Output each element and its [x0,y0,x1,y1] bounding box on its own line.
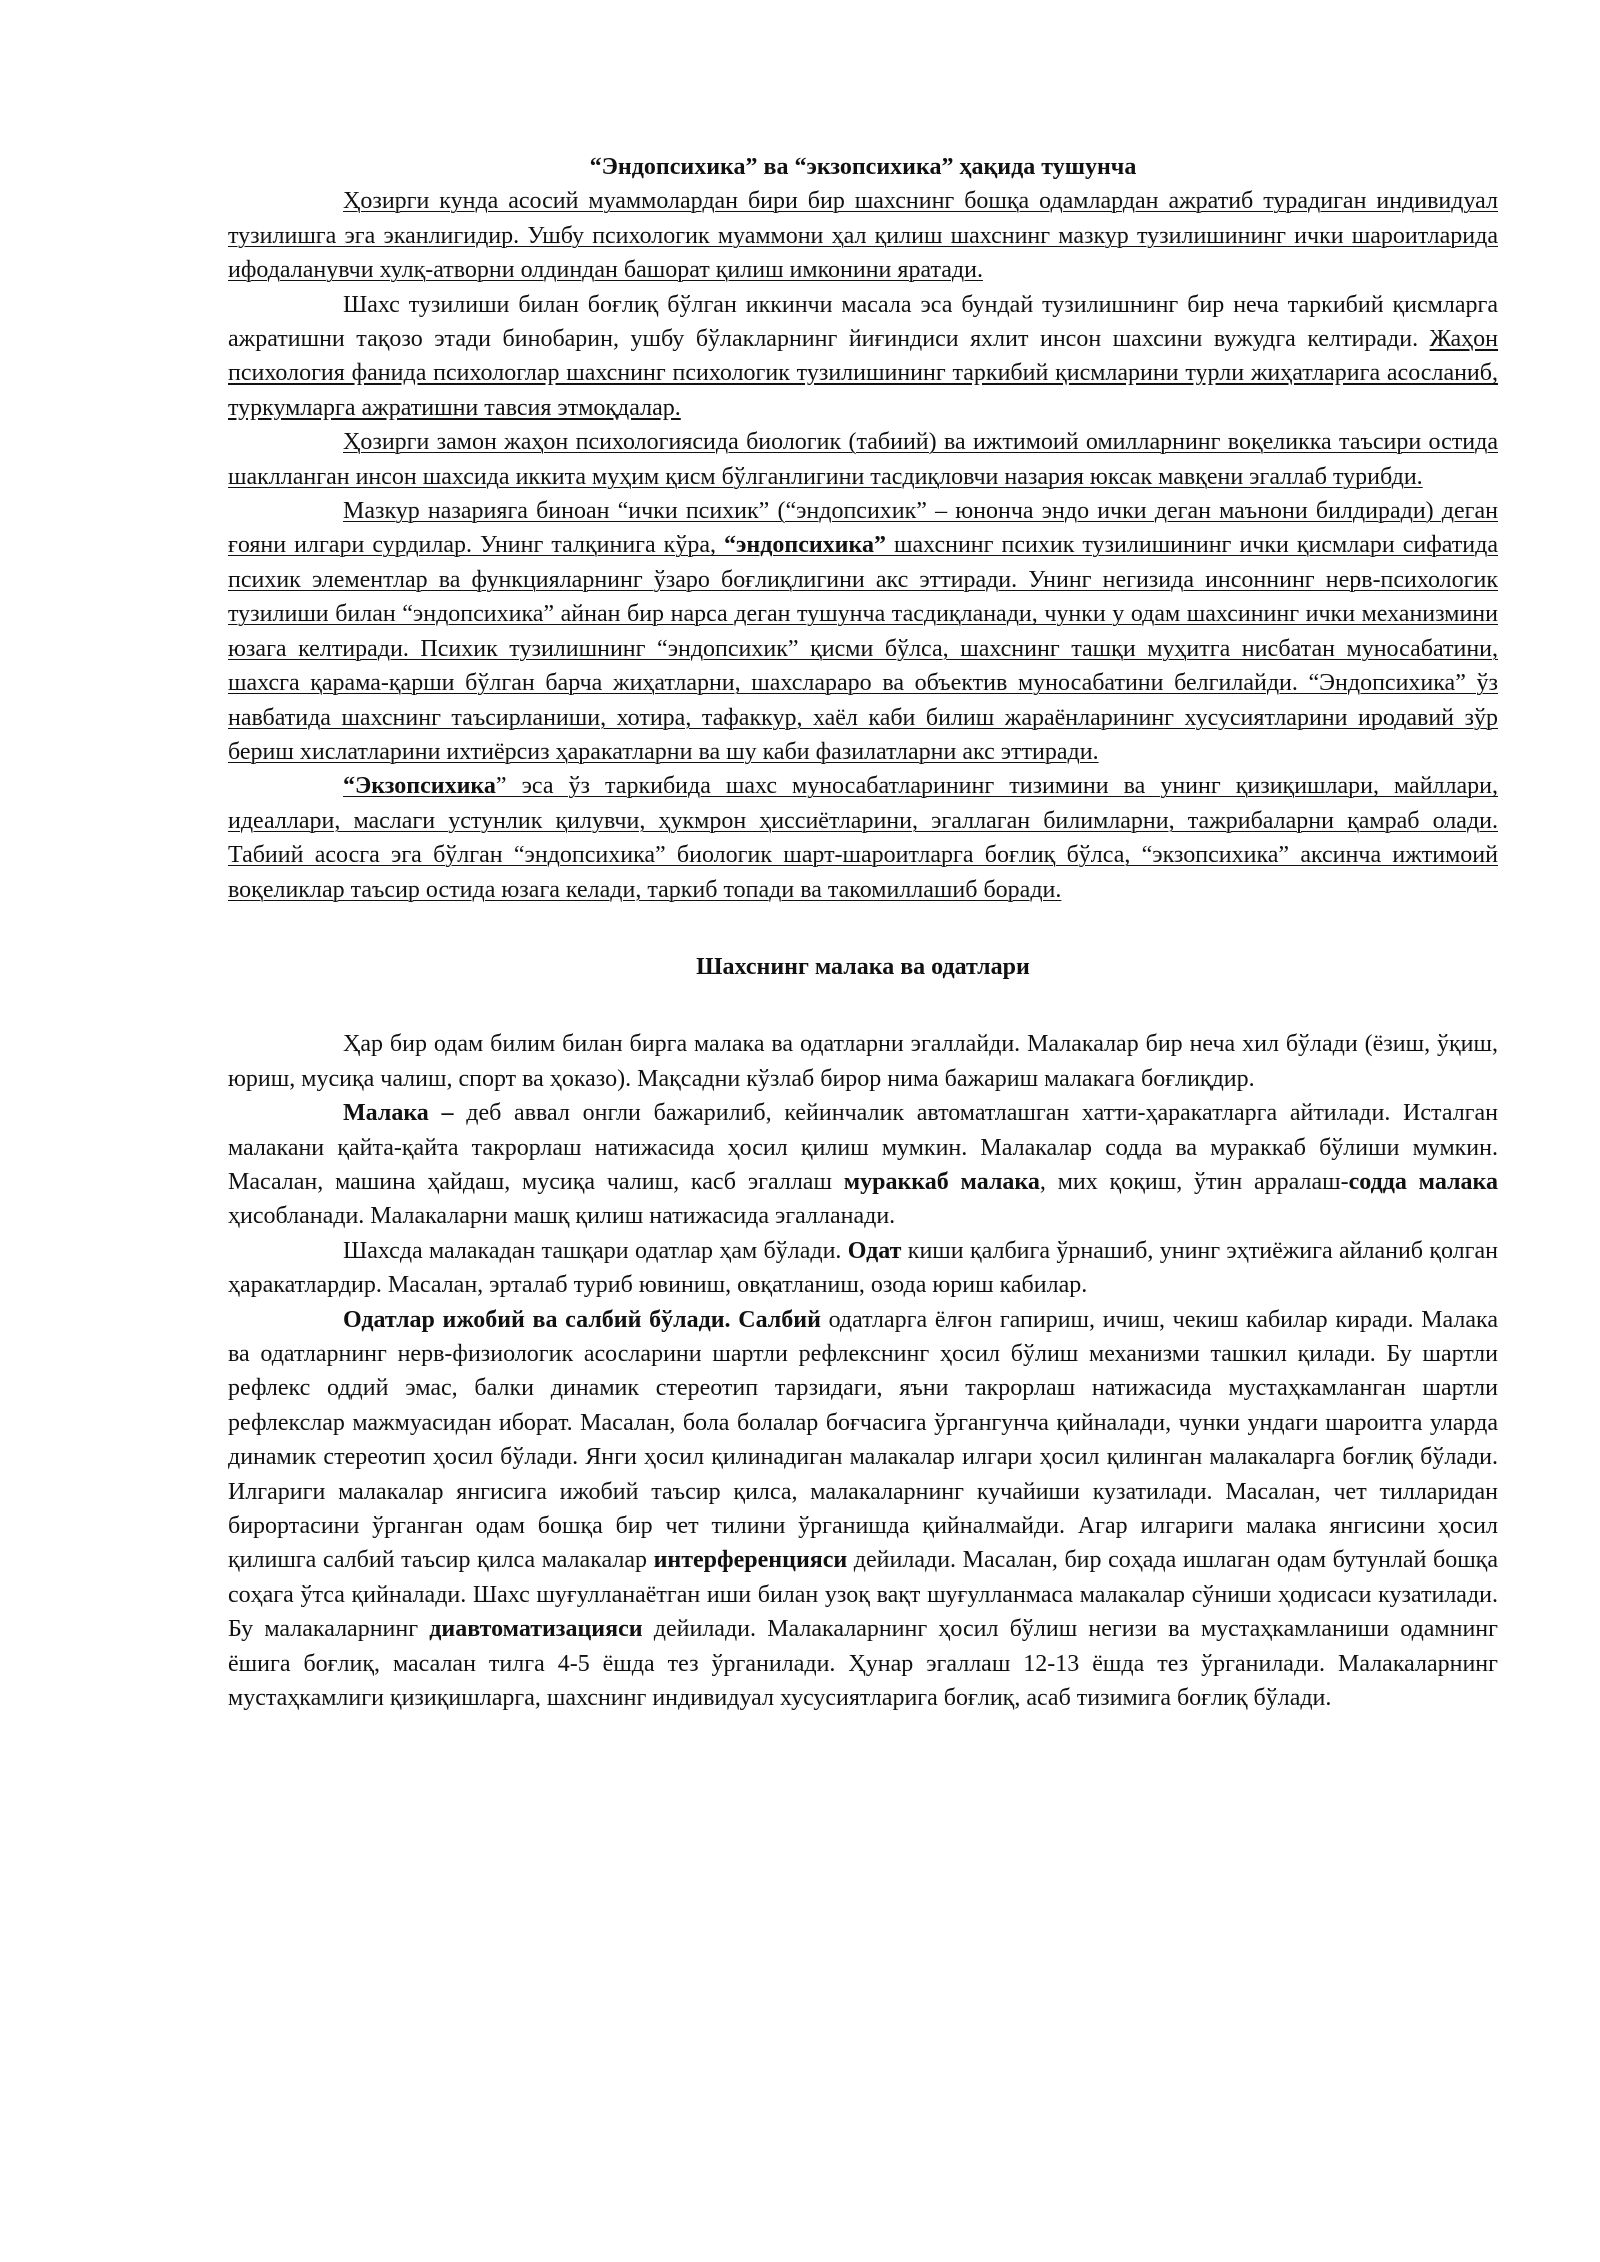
simple-skill-term: содда малака [1348,1168,1499,1195]
habit-term: Одат [847,1237,902,1264]
paragraph-habit-types [228,1303,1498,1716]
endo-text-c: шахснинг психик тузилишининг ички қисмлари сифатида психик элементлар ва функцияларнинг ўзаро боғлиқлигини акс эттиради. Унинг негизида инсоннинг нерв-психологик тузилиши билан “эндопсихика” айнан бир нарса деган тушунча тасдиқланади, чунки у одам шахсининг ички механизмини юзага келтиради. Психик тузилишнинг “эндопсихик” қисми бўлса, шахснинг ташқи муҳитга нисбатан муносабатини, шахсга қарама-қарши бўлган барча жиҳатларни, шахсларaро ва объектив муносабатини белгилайди. “Эндопсихика” ўз навбатида шахснинг таъсирланиши, хотира, тафаккур, хаёл каби билиш жараёнларининг хусусиятларини иродавий зўр бериш хислатларини ихтиёрсиз ҳаракатларни ва шу каби фазилатларни акс эттиради. [228,532,1498,765]
exo-term: “Экзопсихика [343,773,496,800]
exo-text: ” эса ўз таркибида шахс муносабатларининг тизимини ва унинг қизиқишлари, майллари, идеаллари, маслаги устунлик қилувчи, ҳукмрон ҳиссиётларини, эгаллаган билимларни, тажрибаларни қамраб олади. Табиий асосга эга бўлган “эндопсихика” биологик шарт-шароитларга боғлиқ бўлса, “экзопсихика” аксинча ижтимоий воқеликлар таъсир остида юзага келади, таркиб топади ва такомиллашиб боради. [228,773,1498,903]
paragraph-skill-definition [228,1096,1498,1234]
paragraph-structure-underlined: Жаҳон психология фанида психологлар шахснинг психологик тузилишининг таркибий қисмларини турли жиҳатларига асосланиб, туркумларга ажратишни тавсия этмоқдалар. [228,326,1498,421]
complex-skill-term: мураккаб малака [843,1168,1040,1195]
habit-types-text-b: одатларга ёлғон гапириш, ичиш, чекиш кабилар киради. Малака ва одатларнинг нерв-физиологик асосларини шартли рефлекснинг ҳосил бўлиш механизми ташкил қилади. Бу шартли рефлекс оддий эмас, балки динамик стереотип тарзидаги, яъни такрорлаш натижасида мустаҳкамланган шартли рефлекслар мажмуасидан иборат. Масалан, бола болалар боғчасига ўргангунча қийналади, чунки ундаги шароитга уларда динамик стереотип ҳосил бўлади. Янги ҳосил қилинадиган малакалар илгари ҳосил қилинган малакаларга боғлиқ бўлади. Илгариги малакалар янгисига ижобий таъсир қилса, малакаларнинг кучайиши кузатилади. Масалан, чет тилларидан бирортасини ўрганган одам бошқа бир чет тилини ўрганишда қийналмайди. Агар илгариги малака янгисини ҳосил қилишга салбий таъсир қилса малакалар [228,1306,1498,1574]
endo-text-a: Мазкур назарияга биноан “ички психик” (“эндопсихик” – юнонча эндо ички деган маънони билдиради) деган ғояни илгари сурдилар. Унинг талқинига кўра, [228,498,1498,559]
habit-types-term: Одатлар ижобий ва салбий бўлади. Салбий [343,1306,821,1333]
paragraph-structure [228,288,1498,426]
habit-types-text-d: дейилади. Масалан, бир соҳада ишлаган одам бутунлай бошқа соҳага ўтса қийналади. Шахс шуғулланаётган иши билан узоқ вақт шуғулланмаса малакалар сўниши ҳодисаси кузатилади. Бу малакаларнинг [228,1547,1498,1643]
interference-term: интерференцияси [653,1547,848,1574]
endo-term: “эндопсихика” [724,532,886,559]
skill-text-f: ҳисобланади. Малакаларни машқ қилиш натижасида эгалланади. [228,1203,896,1230]
deautomatization-term: диавтоматизацияси [429,1616,643,1643]
document-page [228,150,1498,1715]
habit-types-text-f: дейилади. Малакаларнинг ҳосил бўлиш негизи ва мустаҳкамланиши одамнинг ёшига боғлиқ, масалан тилга 4-5 ёшда тез ўрганилади. Ҳунар эгаллаш 12-13 ёшда тез ўрганилади. Малакаларнинг мустаҳкамлиги қизиқишларга, шахснинг индивидуал хусусиятларига боғлиқ, асаб тизимига боғлиқ бўлади. [228,1616,1498,1712]
skill-term: Малака – [343,1100,454,1127]
paragraph-theory: Ҳозирги замон жаҳон психологиясида биологик (табиий) ва ижтимоий омилларнинг воқеликка таъсири остида шаклланган инсон шахсида иккита муҳим қисм бўлганлигини тасдиқловчи назария юксак мавқени эгаллаб турибди. [228,429,1498,490]
paragraph-intro: Ҳозирги кунда асосий муаммолардан бири бир шахснинг бошқа одамлардан ажратиб турадиган индивидуал тузилишга эга эканлигидир. Ушбу психологик муаммони ҳал қилиш шахснинг мазкур тузилишининг ички шароитларида ифодаланувчи хулқ-атворни олдиндан башорат қилиш имконини яратади. [228,188,1498,284]
habit-text-c: киши қалбига ўрнашиб, унинг эҳтиёжига айланиб қолган ҳаракатлардир. Масалан, эрталаб туриб ювиниш, овқатланиш, озода юриш кабилар. [228,1237,1499,1299]
paragraph-habit-definition [228,1234,1498,1303]
habit-text-a: Шахсда малакадан ташқари одатлар ҳам бўлади. [343,1237,848,1264]
section-title-skills-habits: Шахснинг малака ва одатлари [696,953,1030,980]
section-title-endopsychics: “Эндопсихика” ва “экзопсихика” ҳақида тушунча [589,154,1137,180]
skill-text-d: , мих қоқиш, ўтин арралаш- [1039,1168,1349,1195]
paragraph-endopsychics [228,494,1498,769]
paragraph-exopsychics [228,769,1498,907]
paragraph-structure-text: Шахс тузилиши билан боғлиқ бўлган иккинчи масала эса бундай тузилишнинг бир неча таркибий қисмларга ажратишни тақозо этади бинобарин, ушбу бўлакларнинг йиғиндиси яхлит инсон шахсини вужудга келтиради. [228,291,1498,353]
paragraph-skills-intro: Ҳар бир одам билим билан бирга малака ва одатларни эгаллайди. Малакалар бир неча хил бўлади (ёзиш, ўқиш, юриш, мусиқа чалиш, спорт ва ҳоказо). Мақсадни кўзлаб бирор нима бажариш малакага боғлиқдир. [228,1031,1498,1092]
skill-text-b: деб аввал онгли бажарилиб, кейинчалик автоматлашган хатти-ҳаракатларга айтилади. Исталган малакани қайта-қайта такрорлаш натижасида ҳосил қилиш мумкин. Малакалар содда ва мураккаб бўлиши мумкин. Масалан, машина ҳайдаш, мусиқа чалиш, касб эгаллаш [228,1100,1499,1195]
